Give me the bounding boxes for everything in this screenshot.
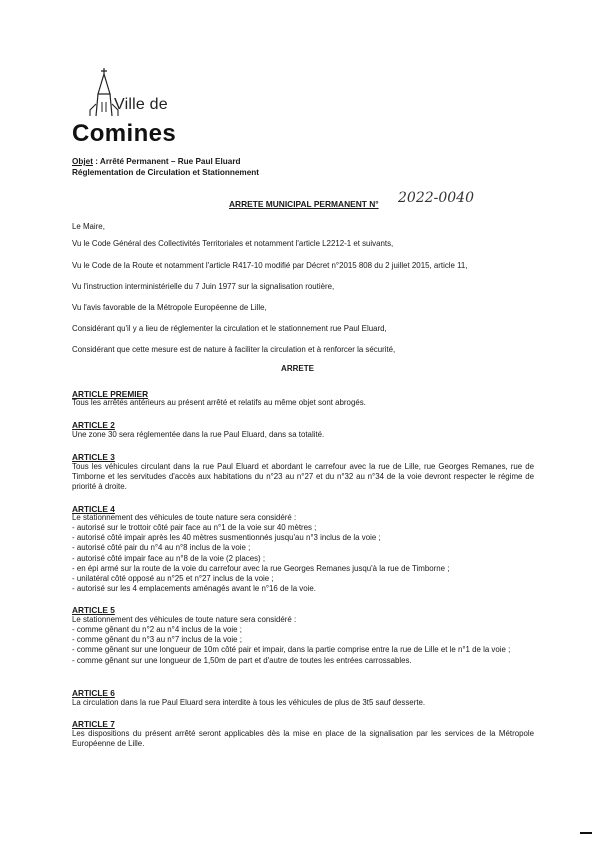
list-item: - comme gênant sur une longueur de 10m côté pair et impair, dans la partie comprise entre la rue de Lille et le n°1 de la voie ; [72, 645, 511, 655]
preamble-considerant-2: Considérant que cette mesure est de nature à faciliter la circulation et à renforcer la sécurité, [72, 345, 396, 354]
list-item: - comme gênant du n°3 au n°7 inclus de la voie ; [72, 635, 242, 645]
arrete-number-handwritten: 2022-0040 [398, 190, 474, 206]
article-4-heading: ARTICLE 4 [72, 504, 115, 514]
article-3-text: Tous les véhicules circulant dans la rue Paul Eluard et abordant le carrefour avec la rue de Lille, rue Georges Remanes, rue de Timborne et les servitudes d'accès aux habitations du n°23 au n°27 et du n°32 au n°34 de la voie devront respecter le régime de priorité à droite. [72, 462, 534, 492]
list-item: - autorisé sur les 4 emplacements aménagés avant le n°16 de la voie. [72, 584, 316, 594]
article-6-heading: ARTICLE 6 [72, 688, 115, 698]
arrete-title: ARRETE MUNICIPAL PERMANENT N° [229, 199, 379, 209]
preamble-vu-avis: Vu l'avis favorable de la Métropole Européenne de Lille, [72, 303, 267, 312]
article-2-text: Une zone 30 sera réglementée dans la rue Paul Eluard, dans sa totalité. [72, 430, 325, 439]
list-item: - autorisé côté pair du n°4 au n°8 inclus de la voie ; [72, 543, 251, 553]
article-5-list [72, 625, 534, 666]
list-item: - en épi armé sur la route de la voie du carrefour avec la rue Georges Remanes jusqu'à la rue de Timborne ; [72, 563, 450, 573]
list-item: - comme gênant sur une longueur de 1,50m de part et d'autre de toutes les entrées carrossables. [72, 655, 412, 665]
margin-mark [580, 832, 592, 834]
article-2-heading: ARTICLE 2 [72, 420, 115, 430]
article-4-list [72, 523, 534, 594]
logo-comines: Comines [72, 120, 177, 147]
objet-line-2: Réglementation de Circulation et Stationnement [72, 168, 259, 177]
preamble-vu-cgct: Vu le Code Général des Collectivités Territoriales et notamment l'article L2212-1 et suivants, [72, 239, 394, 248]
arrete-heading: ARRETE [281, 364, 314, 373]
preamble-le-maire: Le Maire, [72, 222, 105, 231]
article-7-heading: ARTICLE 7 [72, 719, 115, 729]
ville-de-comines-logo [72, 66, 192, 146]
objet-label: Objet [72, 157, 93, 166]
article-5-intro: Le stationnement des véhicules de toute nature sera considéré : [72, 615, 297, 624]
logo-ville-de: Ville de [114, 96, 168, 113]
objet-block [72, 156, 259, 178]
preamble-considerant-1: Considérant qu'il y a lieu de réglementer la circulation et le stationnement rue Paul Eluard, [72, 324, 387, 333]
preamble-vu-instruction: Vu l'instruction interministérielle du 7 Juin 1977 sur la signalisation routière, [72, 282, 335, 291]
list-item: - unilatéral côté opposé au n°25 et n°27 inclus de la voie ; [72, 574, 274, 584]
list-item: - autorisé côté impair après les 40 mètres susmentionnés jusqu'au n°3 inclus de la voie ; [72, 533, 381, 543]
article-6-text: La circulation dans la rue Paul Eluard sera interdite à tous les véhicules de plus de 3t5 sauf desserte. [72, 698, 426, 707]
preamble-vu-code-route: Vu le Code de la Route et notamment l'article R417-10 modifié par Décret n°2015 808 du 2 juillet 2015, article 11, [72, 261, 468, 270]
article-4-intro: Le stationnement des véhicules de toute nature sera considéré : [72, 513, 297, 522]
objet-line-1: : Arrêté Permanent – Rue Paul Eluard [92, 157, 241, 166]
article-1-heading: ARTICLE PREMIER [72, 389, 149, 399]
list-item: - autorisé côté impair face au n°8 de la voie (2 places) ; [72, 553, 266, 563]
article-7-text: Les dispositions du présent arrêté seront applicables dès la mise en place de la signalisation par les services de la Métropole Européenne de Lille. [72, 729, 534, 749]
article-1-text: Tous les arrêtés antérieurs au présent arrêté et relatifs au même objet sont abrogés. [72, 398, 366, 407]
list-item: - comme gênant du n°2 au n°4 inclus de la voie ; [72, 625, 242, 634]
article-3-heading: ARTICLE 3 [72, 452, 115, 462]
list-item: - autorisé sur le trottoir côté pair face au n°1 de la voie sur 40 mètres ; [72, 523, 317, 532]
article-5-heading: ARTICLE 5 [72, 605, 115, 615]
